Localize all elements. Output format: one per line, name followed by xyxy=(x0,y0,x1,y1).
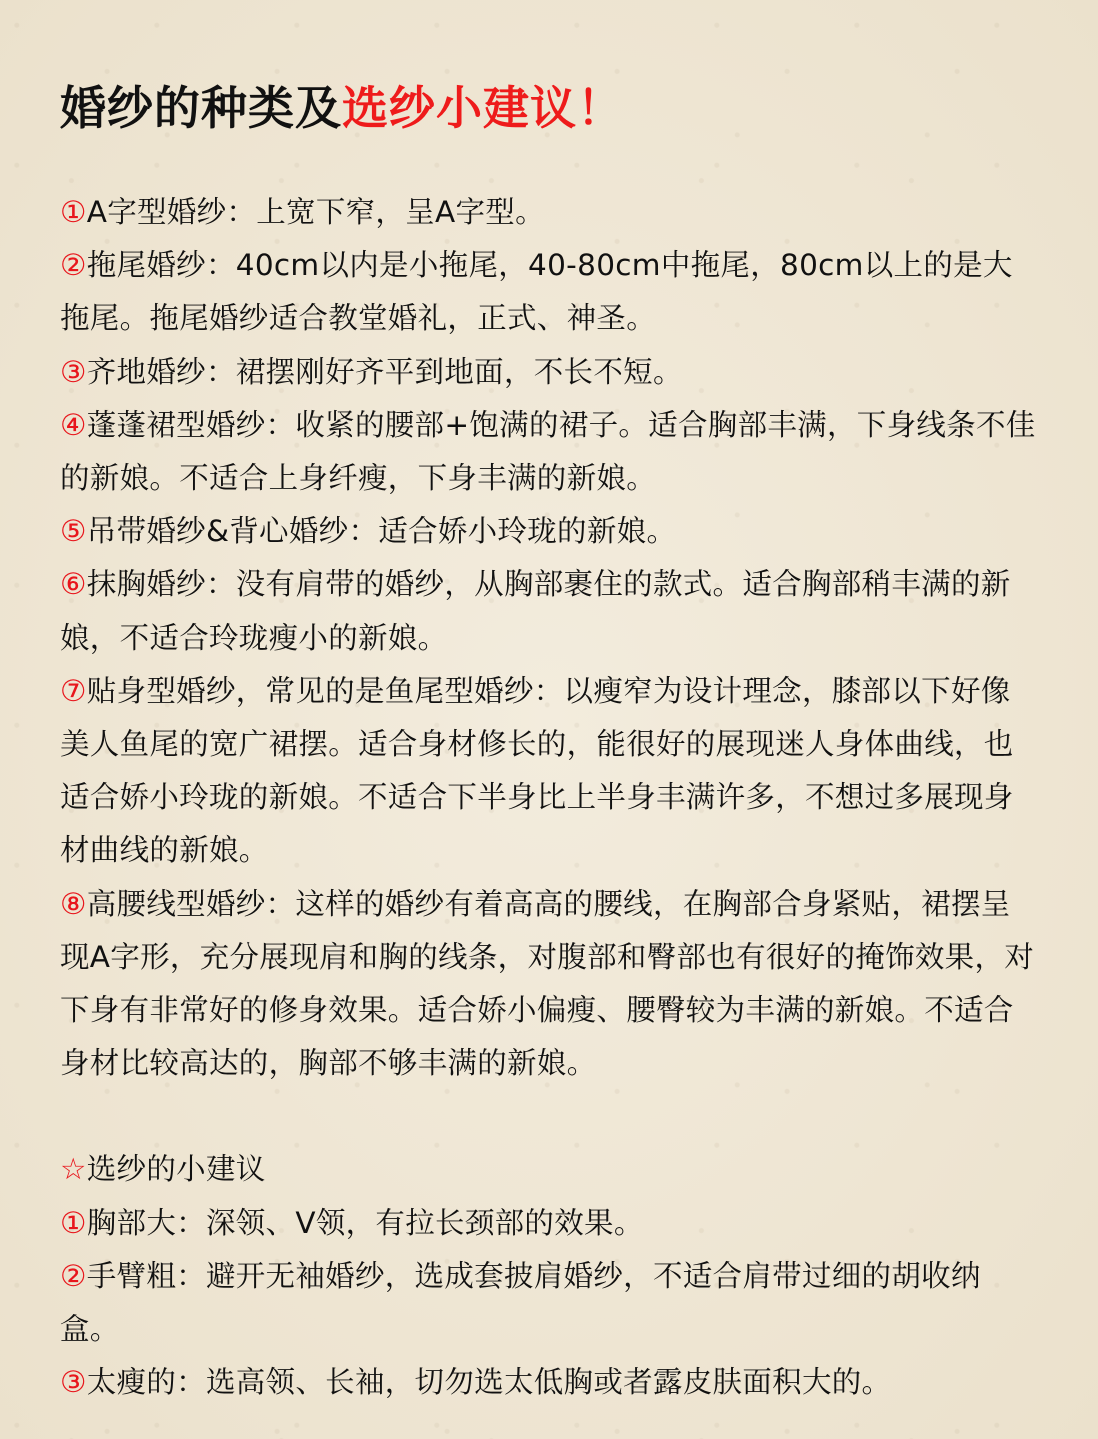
title-prefix: 婚纱的种类及 xyxy=(60,81,342,135)
tip-item xyxy=(60,1356,1040,1409)
item-text: 手臂粗：避开无袖婚纱，选成套披肩婚纱，不适合肩带过细的胡收纳盒。 xyxy=(60,1258,981,1347)
item-number: ⑥ xyxy=(60,567,87,602)
item-number: ③ xyxy=(60,354,87,389)
title-highlight: 选纱小建议！ xyxy=(342,81,624,135)
page-title xyxy=(60,78,624,138)
article-body xyxy=(60,186,1040,1409)
type-item xyxy=(60,558,1040,664)
item-number: ② xyxy=(60,1258,87,1293)
item-text: A字型婚纱：上宽下窄，呈A字型。 xyxy=(86,195,545,229)
item-number: ⑤ xyxy=(60,514,87,549)
item-text: 蓬蓬裙型婚纱：收紧的腰部+饱满的裙子。适合胸部丰满，下身线条不佳的新娘。不适合上身纤瘦，下身丰满的新娘。 xyxy=(60,407,1036,496)
item-number: ⑦ xyxy=(60,673,87,708)
tips-heading xyxy=(60,1143,1040,1196)
section-spacer xyxy=(60,1090,1040,1143)
item-number: ① xyxy=(60,1205,87,1240)
type-item xyxy=(60,878,1040,1091)
item-text: 抹胸婚纱：没有肩带的婚纱，从胸部裹住的款式。适合胸部稍丰满的新娘，不适合玲珑瘦小的新娘。 xyxy=(60,567,1011,655)
type-item xyxy=(60,665,1040,878)
type-item xyxy=(60,399,1040,505)
item-text: 拖尾婚纱：40cm以内是小拖尾，40-80cm中拖尾，80cm以上的是大拖尾。拖尾婚纱适合教堂婚礼，正式、神圣。 xyxy=(60,248,1013,336)
item-text: 胸部大：深领、V领，有拉长颈部的效果。 xyxy=(86,1205,644,1240)
star-icon: ☆ xyxy=(60,1152,87,1187)
type-item xyxy=(60,346,1040,399)
tip-item xyxy=(60,1250,1040,1356)
item-number: ⑧ xyxy=(60,886,87,921)
item-text: 太瘦的：选高领、长袖，切勿选太低胸或者露皮肤面积大的。 xyxy=(86,1365,892,1400)
item-number: ① xyxy=(60,195,87,229)
item-number: ③ xyxy=(60,1365,87,1400)
type-item xyxy=(60,239,1040,345)
type-item xyxy=(60,505,1040,558)
item-text: 吊带婚纱&背心婚纱：适合娇小玲珑的新娘。 xyxy=(86,514,677,549)
tips-heading-text: 选纱的小建议 xyxy=(86,1152,266,1187)
item-text: 高腰线型婚纱：这样的婚纱有着高高的腰线，在胸部合身紧贴，裙摆呈现A字形，充分展现肩和胸的线条，对腹部和臀部也有很好的掩饰效果，对下身有非常好的修身效果。适合娇小偏瘦、腰臀较为丰满的新娘。不适合身材比较高达的，胸部不够丰满的新娘。 xyxy=(60,886,1035,1081)
type-item xyxy=(60,186,1040,239)
tip-item xyxy=(60,1197,1040,1250)
item-number: ② xyxy=(60,248,87,283)
item-text: 齐地婚纱：裙摆刚好齐平到地面，不长不短。 xyxy=(86,354,683,389)
item-text: 贴身型婚纱，常见的是鱼尾型婚纱：以瘦窄为设计理念，膝部以下好像美人鱼尾的宽广裙摆。适合身材修长的，能很好的展现迷人身体曲线，也适合娇小玲珑的新娘。不适合下半身比上半身丰满许多，不想过多展现身材曲线的新娘。 xyxy=(60,673,1014,868)
item-number: ④ xyxy=(60,407,87,442)
